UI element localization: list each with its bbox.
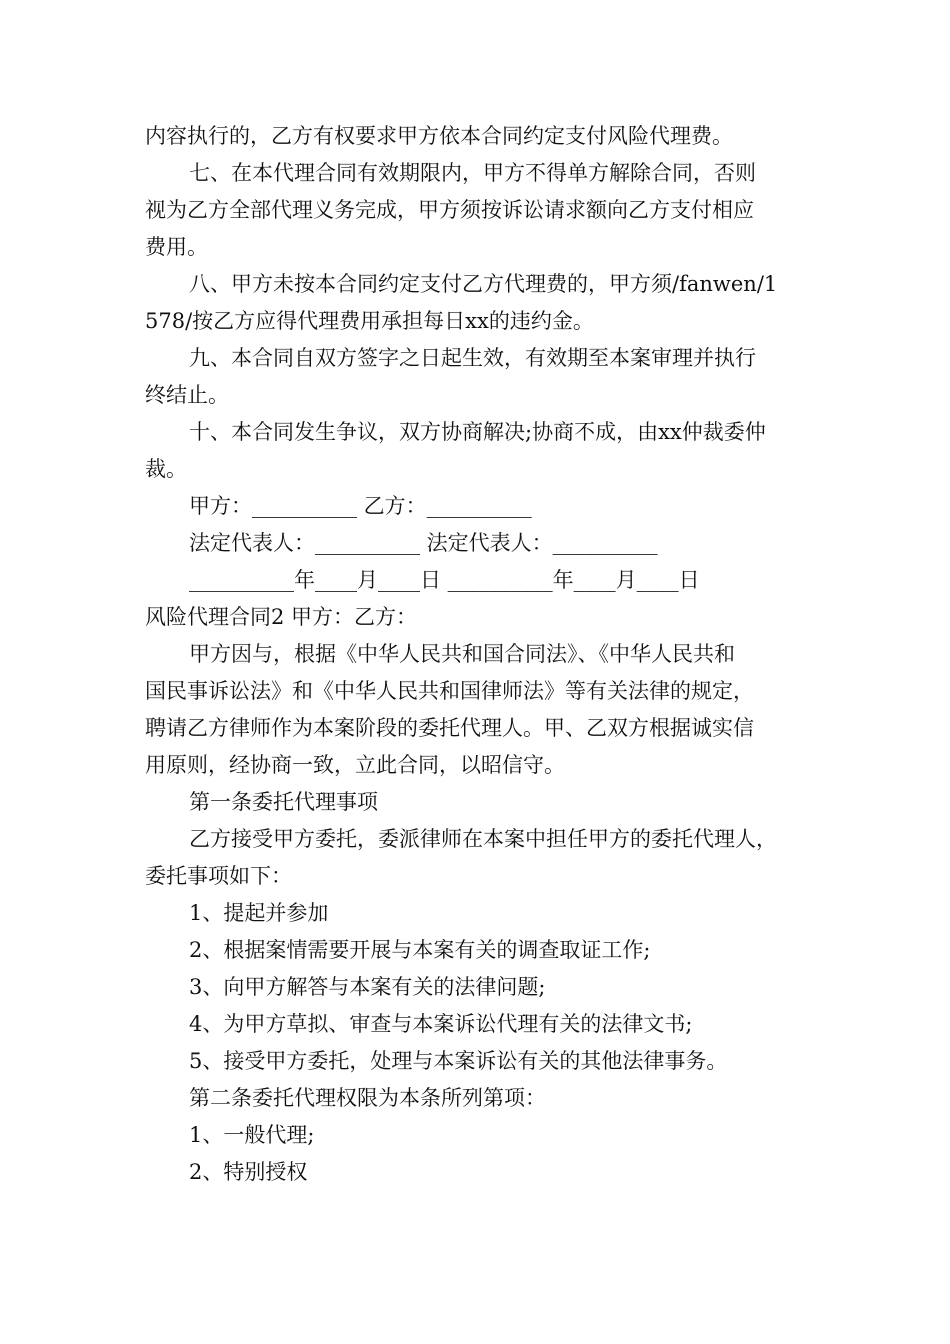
signature-representative-line: 法定代表人：__________ 法定代表人：__________ [189,531,658,555]
list-item: 1、提起并参加 [189,901,329,925]
section-heading: 风险代理合同2 甲方：乙方： [145,605,418,629]
list-item: 2、特别授权 [189,1160,308,1184]
text-line: 乙方接受甲方委托，委派律师在本案中担任甲方的委托代理人， [189,827,777,851]
text-line: 视为乙方全部代理义务完成，甲方须按诉讼请求额向乙方支付相应 [145,198,754,222]
text-line: 578/按乙方应得代理费用承担每日xx的违约金。 [145,309,594,333]
text-line: 九、本合同自双方签字之日起生效，有效期至本案审理并执行 [189,346,756,370]
text-line: 七、在本代理合同有效期限内，甲方不得单方解除合同，否则 [189,161,756,185]
signature-party-line: 甲方：__________ 乙方：__________ [189,494,532,518]
text-line: 裁。 [145,457,187,481]
clause-heading: 第二条委托代理权限为本条所列第项： [189,1086,546,1110]
clause-heading: 第一条委托代理事项 [189,790,378,814]
text-line: 用原则，经协商一致，立此合同，以昭信守。 [145,753,565,777]
text-line: 聘请乙方律师作为本案阶段的委托代理人。甲、乙双方根据诚实信 [145,716,754,740]
text-line: 费用。 [145,235,208,259]
text-line: 内容执行的，乙方有权要求甲方依本合同约定支付风险代理费。 [145,124,733,148]
text-line: 甲方因与，根据《中华人民共和国合同法》、《中华人民共和 [189,642,735,666]
signature-date-line: __________年____月____日 __________年____月____日 [189,568,700,592]
list-item: 5、接受甲方委托，处理与本案诉讼有关的其他法律事务。 [189,1049,728,1073]
list-item: 2、根据案情需要开展与本案有关的调查取证工作; [189,938,651,962]
text-line: 国民事诉讼法》和《中华人民共和国律师法》等有关法律的规定， [145,679,754,703]
list-item: 1、一般代理; [189,1123,315,1147]
text-line: 十、本合同发生争议，双方协商解决;协商不成，由xx仲裁委仲 [189,420,766,444]
list-item: 3、向甲方解答与本案有关的法律问题; [189,975,546,999]
text-line: 八、甲方未按本合同约定支付乙方代理费的，甲方须/fanwen/1 [189,272,778,296]
text-line: 终结止。 [145,383,229,407]
list-item: 4、为甲方草拟、审查与本案诉讼代理有关的法律文书; [189,1012,693,1036]
text-line: 委托事项如下： [145,864,292,888]
